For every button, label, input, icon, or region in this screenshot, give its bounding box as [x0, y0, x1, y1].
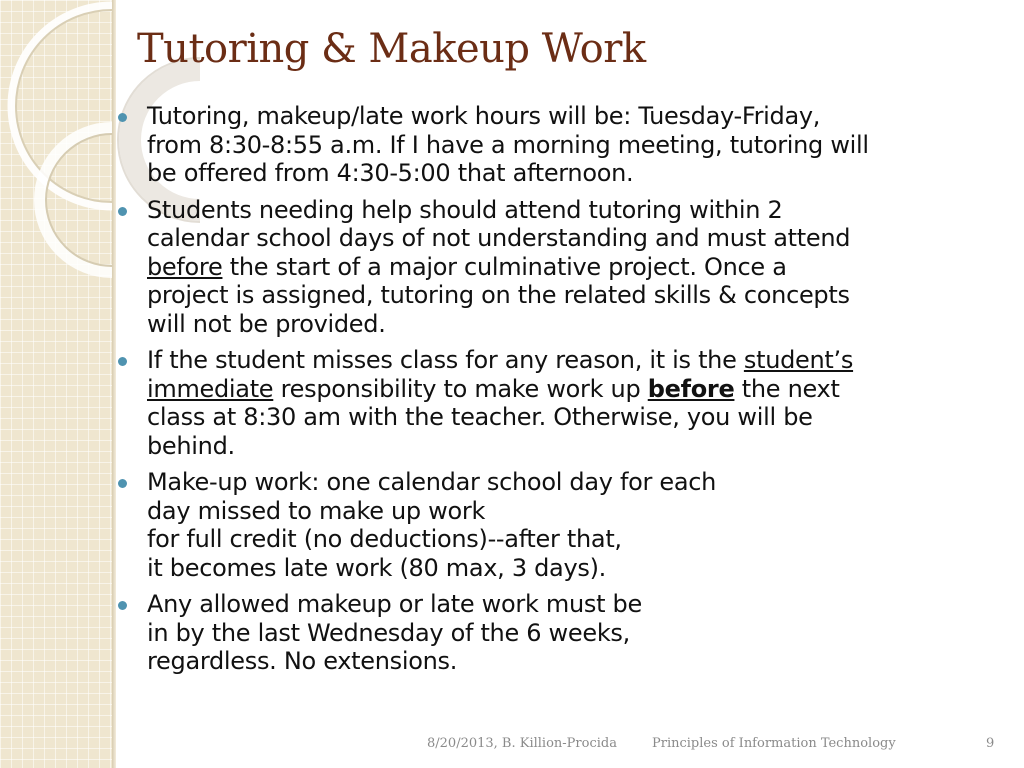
bullet-line: calendar school days of not understanding and must attend [147, 224, 851, 252]
bullet-dot-icon [118, 479, 127, 488]
bullet-line: class at 8:30 am with the teacher. Otherwise, you will be [147, 403, 813, 431]
bullet-line: day missed to make up work [147, 496, 486, 525]
line-text: responsibility to make work up [273, 374, 648, 403]
bold-underlined-before: before [647, 374, 735, 403]
line-text: the next [734, 374, 840, 403]
bullet-line: in by the last Wednesday of the 6 weeks, [147, 618, 630, 647]
bullet-needing-help [117, 196, 997, 339]
bullet-line [147, 375, 997, 404]
footer-page-number: 9 [986, 736, 995, 751]
bullet-dot-icon [118, 207, 127, 216]
bullet-line: behind. [147, 431, 235, 460]
bullet-tutoring-hours [117, 102, 997, 188]
bullet-dot-icon [118, 113, 127, 122]
bullet-line: project is assigned, tutoring on the related skills & concepts [147, 281, 850, 309]
bullet-line: Students needing help should attend tutoring within 2 [147, 195, 783, 224]
bullet-line [147, 346, 997, 375]
bullet-line: it becomes late work (80 max, 3 days). [147, 553, 606, 582]
line-text: If the student misses class for any reason, it is the [147, 346, 744, 374]
bullet-dot-icon [118, 601, 127, 610]
bullet-dot-icon [118, 357, 127, 366]
bullet-list [117, 102, 997, 684]
bullet-missed-class [117, 346, 997, 460]
bullet-line: will not be provided. [147, 309, 386, 338]
bullet-makeup-work [117, 468, 997, 582]
bullet-line: Make-up work: one calendar school day for each [147, 468, 717, 496]
slide-title: Tutoring & Makeup Work [137, 26, 646, 72]
footer-course: Principles of Information Technology [652, 736, 896, 751]
bullet-deadline [117, 590, 997, 676]
bullet-line: for full credit (no deductions)--after that, [147, 525, 622, 553]
bullet-line: regardless. No extensions. [147, 647, 458, 675]
line-text: the start of a major culminative project. Once a [222, 252, 787, 281]
bullet-line: Any allowed makeup or late work must be [147, 590, 642, 618]
underlined-immediate: immediate [147, 374, 274, 403]
bullet-line: be offered from 4:30-5:00 that afternoon. [147, 159, 634, 187]
bullet-line: from 8:30-8:55 a.m. If I have a morning meeting, tutoring will [147, 130, 869, 159]
underlined-before: before [147, 252, 223, 281]
footer-date-author: 8/20/2013, B. Killion-Procida [427, 736, 617, 751]
bullet-line [147, 253, 997, 282]
underlined-students: student’s [743, 346, 854, 374]
bullet-line: Tutoring, makeup/late work hours will be: Tuesday-Friday, [147, 102, 821, 130]
